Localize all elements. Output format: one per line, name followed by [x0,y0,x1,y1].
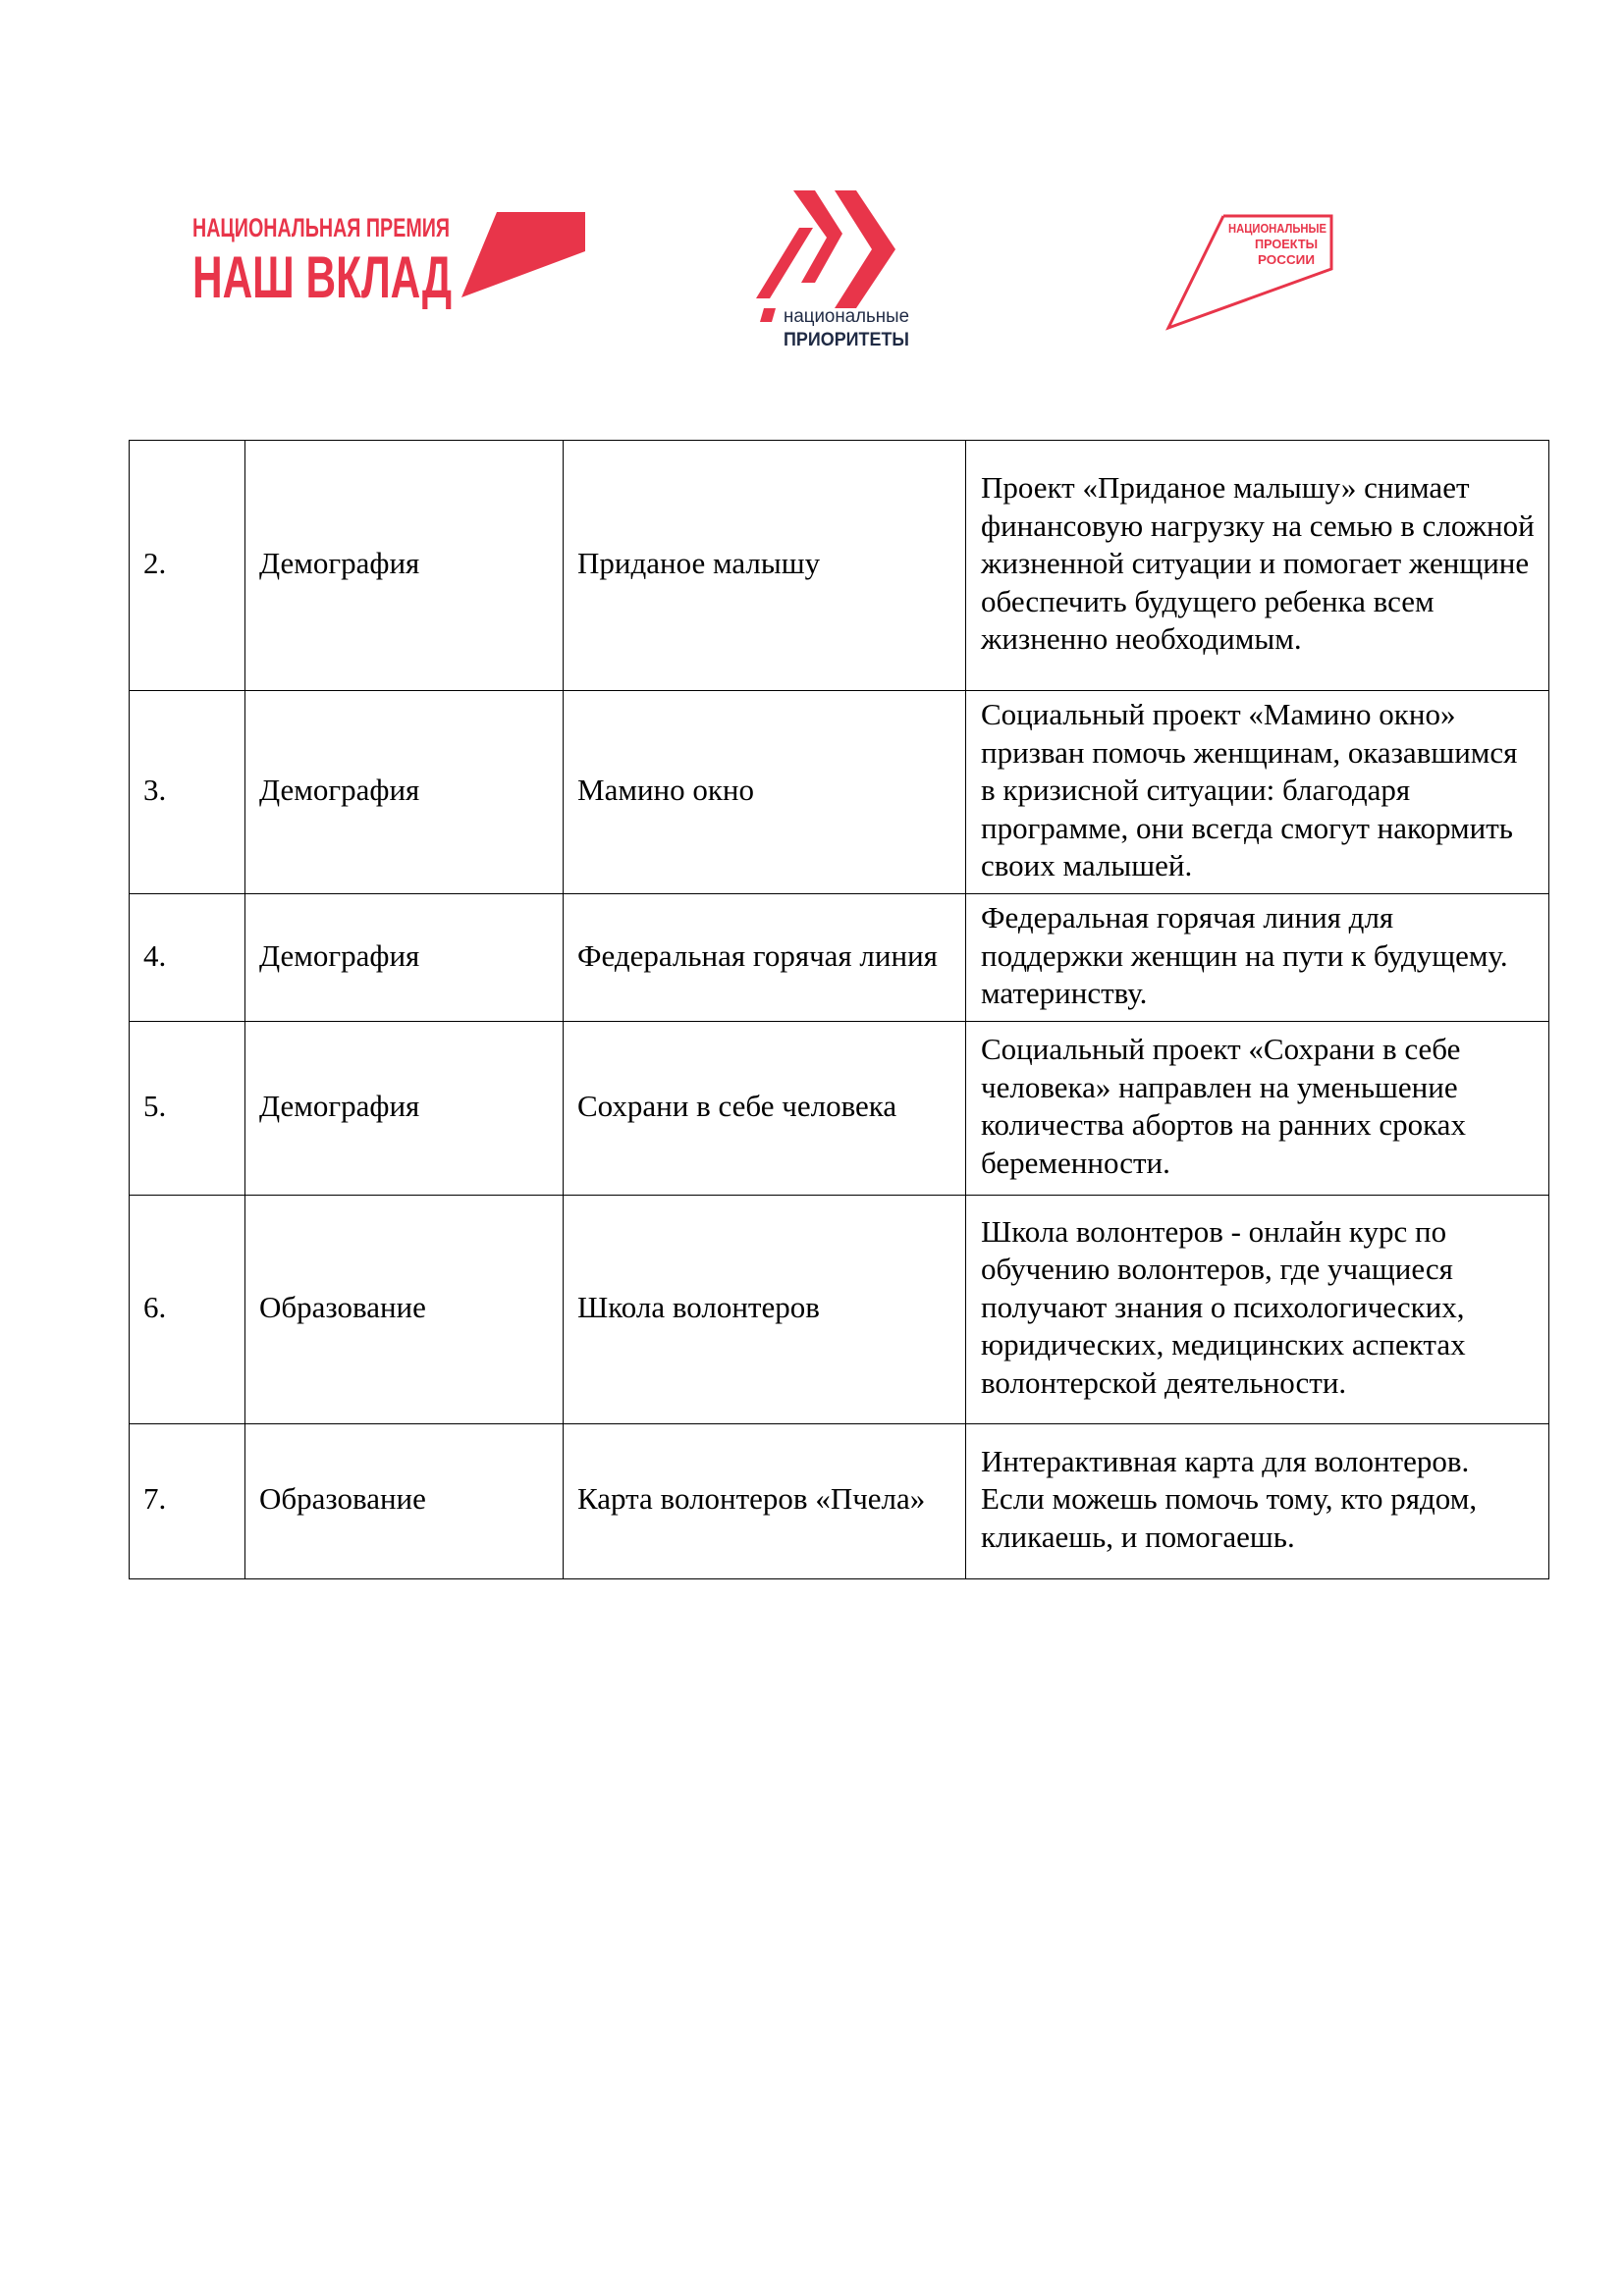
row-category: Демография [245,691,564,894]
national-priorities-logo-graphic [756,188,913,353]
row-project-name: Приданое малышу [564,441,966,691]
table-row [130,1195,1549,1423]
row-number: 2. [130,441,245,691]
table-row [130,441,1549,691]
national-projects-logo-graphic [1164,214,1341,332]
row-description: Федеральная горячая линия для поддержки женщин на пути к будущему. материнству. [966,894,1549,1022]
row-category: Образование [245,1195,564,1423]
row-project-name: Школа волонтеров [564,1195,966,1423]
row-number: 7. [130,1423,245,1578]
row-number: 5. [130,1021,245,1195]
nash-vklad-logo-line1: НАЦИОНАЛЬНАЯ ПРЕМИЯ [192,213,450,242]
table-row [130,691,1549,894]
nash-vklad-logo [192,206,585,310]
row-project-name: Сохрани в себе человека [564,1021,966,1195]
national-priorities-logo [756,188,913,353]
row-description: Интерактивная карта для волонтеров. Если можешь помочь тому, кто рядом, кликаешь, и помогаешь. [966,1423,1549,1578]
row-description: Социальный проект «Сохрани в себе человека» направлен на уменьшение количества абортов на ранних сроках беременности. [966,1021,1549,1195]
row-project-name: Федеральная горячая линия [564,894,966,1022]
priorities-logo-line1: национальные [784,306,909,327]
row-number: 3. [130,691,245,894]
nash-vklad-logo-wedge [461,212,585,297]
row-description: Социальный проект «Мамино окно» призван помочь женщинам, оказавшимся в кризисной ситуации: благодаря программе, они всегда смогут накормить своих малышей. [966,691,1549,894]
projects-table [129,440,1549,1579]
national-projects-logo-line1: НАЦИОНАЛЬНЫЕ [1228,221,1327,236]
table-row [130,1021,1549,1195]
priorities-chevron-2 [835,190,895,308]
priorities-logo-line2: ПРИОРИТЕТЫ [784,330,909,350]
table-row [130,1423,1549,1578]
nash-vklad-logo-line2: НАШ ВКЛАД [192,244,452,310]
row-description: Школа волонтеров - онлайн курс по обучению волонтеров, где учащиеся получают знания о психологических, юридических, медицинских аспектах волонтерской деятельности. [966,1195,1549,1423]
row-category: Демография [245,441,564,691]
row-number: 4. [130,894,245,1022]
row-description: Проект «Приданое малышу» снимает финансовую нагрузку на семью в сложной жизненной ситуации и помогает женщине обеспечить будущего ребенка всем жизненно необходимым. [966,441,1549,691]
priorities-mark [760,308,776,322]
nash-vklad-logo-graphic [192,206,585,310]
row-number: 6. [130,1195,245,1423]
national-projects-logo-line3: РОССИИ [1258,252,1315,267]
row-category: Демография [245,894,564,1022]
row-category: Демография [245,1021,564,1195]
priorities-slash [756,228,813,298]
national-projects-logo-line2: ПРОЕКТЫ [1255,237,1318,251]
row-category: Образование [245,1423,564,1578]
row-project-name: Карта волонтеров «Пчела» [564,1423,966,1578]
row-project-name: Мамино окно [564,691,966,894]
national-projects-logo [1164,214,1341,332]
table-row [130,894,1549,1022]
